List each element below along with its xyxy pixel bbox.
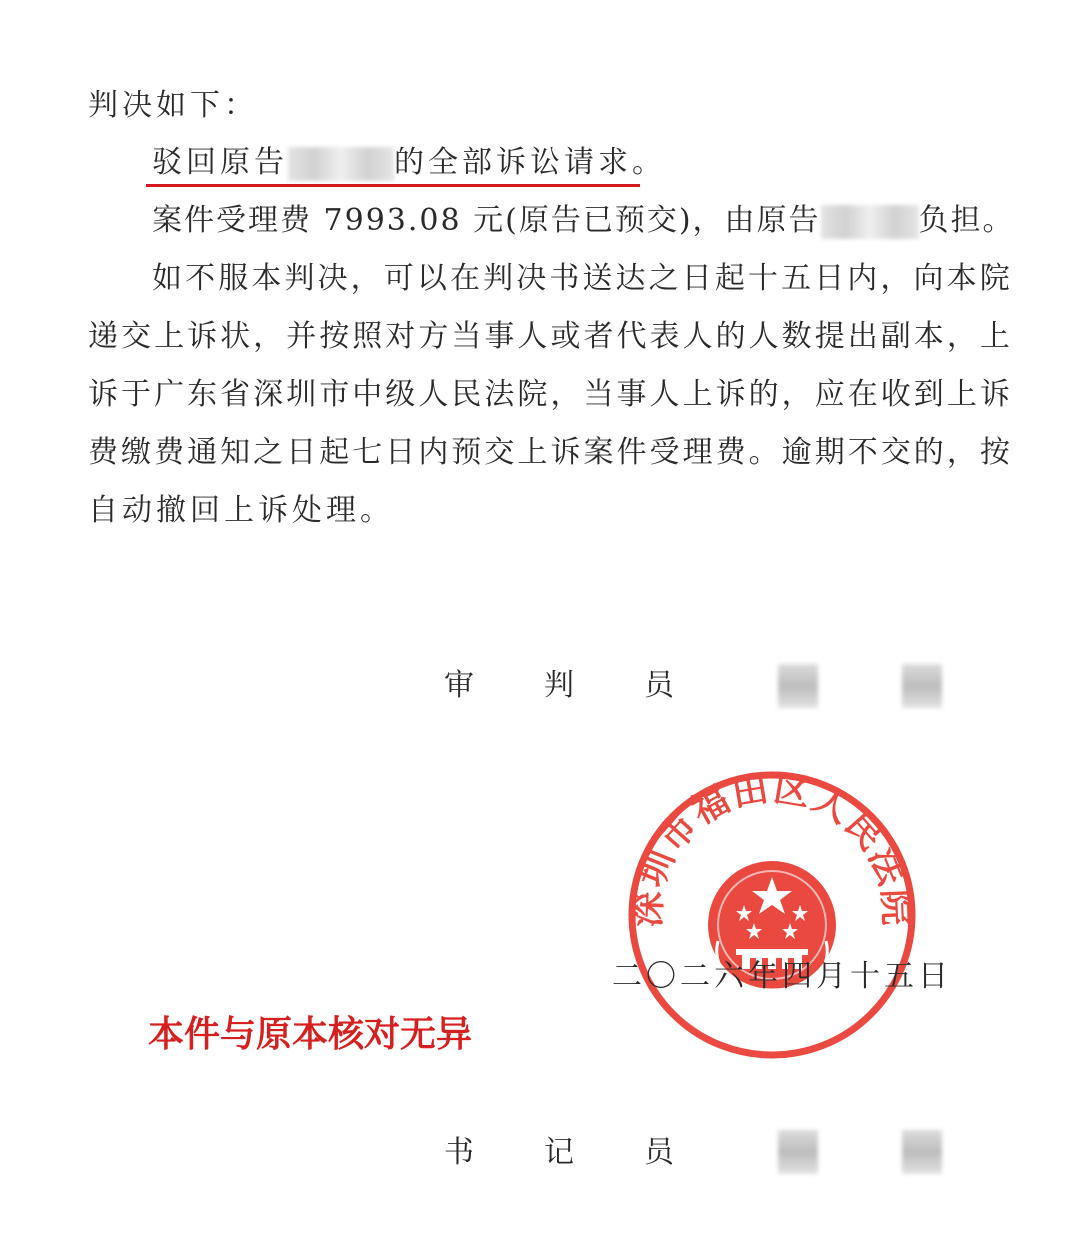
appeal-char: 之 — [253, 435, 284, 470]
redacted-plaintiff-name-2 — [821, 205, 919, 239]
appeal-char: 表 — [649, 319, 680, 354]
appeal-char: 人 — [517, 319, 548, 354]
appeal-char: 按 — [319, 319, 350, 354]
appeal-char: 费 — [154, 435, 185, 470]
appeal-char: 出 — [847, 319, 878, 354]
clerk-label-char-2: 记 — [544, 1135, 574, 1170]
appeal-char: 的 — [715, 319, 746, 354]
appeal-line-1 — [152, 259, 1010, 299]
appeal-char: 十 — [747, 261, 778, 296]
appeal-char: 照 — [352, 319, 383, 354]
appeal-char: 理 — [682, 435, 713, 470]
appeal-char: 的 — [913, 435, 944, 470]
appeal-char: 交 — [880, 435, 911, 470]
appeal-char: ， — [946, 319, 977, 354]
redacted-clerk-name-1 — [778, 1130, 818, 1174]
appeal-line-3-text — [88, 375, 1010, 415]
appeal-char: ， — [781, 377, 812, 412]
appeal-char: 提 — [814, 319, 845, 354]
appeal-char: 知 — [220, 435, 251, 470]
appeal-char: ， — [946, 435, 977, 470]
appeal-char: 省 — [220, 377, 251, 412]
appeal-char: 上 — [154, 319, 185, 354]
appeal-char: 收 — [880, 377, 911, 412]
judgment-date: 二〇二六年四月十五日 — [612, 959, 952, 994]
appeal-char: 送 — [582, 261, 613, 296]
item-2-suffix: 负担。 — [918, 203, 1015, 238]
judgment-heading: 判决如下： — [88, 88, 258, 123]
appeal-char: 之 — [648, 261, 679, 296]
appeal-char: ， — [350, 261, 381, 296]
item-2-prefix: 案件受理费 7993.08 元(原告已预交)，由原告 — [152, 203, 821, 238]
appeal-char: 达 — [615, 261, 646, 296]
appeal-char: ， — [550, 377, 581, 412]
appeal-char: 判 — [284, 261, 315, 296]
appeal-char: 圳 — [286, 377, 317, 412]
appeal-char: 人 — [748, 319, 779, 354]
appeal-char: 预 — [451, 435, 482, 470]
appeal-char: 民 — [451, 377, 482, 412]
appeal-char: 事 — [616, 377, 647, 412]
appeal-char: 人 — [649, 377, 680, 412]
appeal-char: 东 — [187, 377, 218, 412]
appeal-char: 事 — [484, 319, 515, 354]
appeal-line-3 — [88, 375, 1010, 415]
appeal-char: 广 — [154, 377, 185, 412]
appeal-char: 诉 — [979, 377, 1010, 412]
appeal-char: 受 — [649, 435, 680, 470]
appeal-char: 代 — [616, 319, 647, 354]
appeal-char: 起 — [319, 435, 350, 470]
appeal-char: 法 — [484, 377, 515, 412]
appeal-char: 于 — [121, 377, 152, 412]
appeal-char: 七 — [352, 435, 383, 470]
appeal-char: 对 — [385, 319, 416, 354]
judge-label-char-1: 审 — [444, 668, 474, 703]
court-seal-stamp — [622, 765, 922, 1065]
redacted-judge-name-2 — [902, 664, 942, 708]
item-1-underline — [146, 184, 640, 187]
appeal-char: 人 — [682, 319, 713, 354]
appeal-char: 按 — [979, 435, 1010, 470]
appeal-char: 服 — [218, 261, 249, 296]
appeal-char: 并 — [286, 319, 317, 354]
appeal-char: 中 — [352, 377, 383, 412]
appeal-char: 不 — [847, 435, 878, 470]
appeal-char: 在 — [847, 377, 878, 412]
appeal-char: 市 — [319, 377, 350, 412]
appeal-char: 深 — [253, 377, 284, 412]
appeal-line-2-text — [88, 317, 1010, 357]
appeal-char: 递 — [88, 319, 118, 354]
appeal-char: 向 — [913, 261, 944, 296]
appeal-char: 交 — [484, 435, 515, 470]
appeal-char: 院 — [517, 377, 548, 412]
clerk-label-char-1: 书 — [444, 1135, 474, 1170]
appeal-char: 上 — [979, 319, 1010, 354]
appeal-char: 到 — [913, 377, 944, 412]
appeal-line-4 — [88, 433, 1010, 473]
appeal-char: 本 — [913, 319, 944, 354]
judgment-item-2 — [152, 201, 1015, 241]
appeal-char: 人 — [418, 377, 449, 412]
appeal-char: 内 — [847, 261, 878, 296]
appeal-char: 或 — [550, 319, 581, 354]
appeal-line-1-text — [152, 259, 1010, 299]
appeal-char: 起 — [714, 261, 745, 296]
appeal-char: 方 — [418, 319, 449, 354]
appeal-char: 诉 — [88, 377, 118, 412]
appeal-char: 缴 — [121, 435, 152, 470]
appeal-char: 院 — [979, 261, 1010, 296]
appeal-char: 件 — [616, 435, 647, 470]
appeal-char: 诉 — [187, 319, 218, 354]
appeal-char: ， — [880, 261, 911, 296]
appeal-char: 的 — [748, 377, 779, 412]
appeal-char: 期 — [814, 435, 845, 470]
appeal-char: 如 — [152, 261, 182, 296]
appeal-char: 本 — [946, 261, 977, 296]
appeal-char: 日 — [286, 435, 317, 470]
item-1-prefix: 驳回原告 — [152, 145, 288, 180]
appeal-char: 通 — [187, 435, 218, 470]
appeal-char: 当 — [583, 377, 614, 412]
appeal-line-5: 自动撤回上诉处理。 — [88, 493, 394, 528]
appeal-line-2 — [88, 317, 1010, 357]
seal-text: 深圳市福田区人民法院 — [626, 767, 918, 929]
redacted-plaintiff-name — [288, 147, 394, 181]
appeal-char: ， — [253, 319, 284, 354]
clerk-label-char-3: 员 — [644, 1135, 674, 1170]
appeal-line-4-text — [88, 433, 1010, 473]
appeal-char: 以 — [416, 261, 447, 296]
appeal-char: 费 — [715, 435, 746, 470]
appeal-char: 应 — [814, 377, 845, 412]
redacted-judge-name-1 — [778, 664, 818, 708]
appeal-char: 数 — [781, 319, 812, 354]
appeal-char: 日 — [681, 261, 712, 296]
appeal-char: 上 — [682, 377, 713, 412]
appeal-char: 内 — [418, 435, 449, 470]
judgment-item-1 — [152, 143, 666, 183]
appeal-char: 费 — [88, 435, 118, 470]
appeal-char: 级 — [385, 377, 416, 412]
appeal-char: 本 — [251, 261, 282, 296]
appeal-char: 逾 — [781, 435, 812, 470]
appeal-char: 案 — [583, 435, 614, 470]
appeal-char: 者 — [583, 319, 614, 354]
appeal-char: 上 — [517, 435, 548, 470]
appeal-char: 副 — [880, 319, 911, 354]
appeal-char: 五 — [781, 261, 812, 296]
appeal-char: 诉 — [550, 435, 581, 470]
appeal-char: 诉 — [715, 377, 746, 412]
appeal-char: 可 — [383, 261, 414, 296]
judge-label-char-3: 员 — [644, 668, 674, 703]
appeal-char: 决 — [516, 261, 547, 296]
appeal-char: 上 — [946, 377, 977, 412]
appeal-char: 日 — [814, 261, 845, 296]
judge-label-char-2: 判 — [544, 668, 574, 703]
redacted-clerk-name-2 — [902, 1130, 942, 1174]
item-1-suffix: 的全部诉讼请求。 — [394, 145, 666, 180]
appeal-char: 判 — [483, 261, 514, 296]
appeal-char: 书 — [549, 261, 580, 296]
appeal-char: 日 — [385, 435, 416, 470]
appeal-char: 决 — [317, 261, 348, 296]
appeal-char: 状 — [220, 319, 251, 354]
appeal-char: 交 — [121, 319, 152, 354]
appeal-char: 当 — [451, 319, 482, 354]
appeal-char: 。 — [748, 435, 779, 470]
verification-note: 本件与原本核对无异 — [148, 1013, 473, 1055]
appeal-char: 不 — [185, 261, 216, 296]
appeal-char: 在 — [449, 261, 480, 296]
